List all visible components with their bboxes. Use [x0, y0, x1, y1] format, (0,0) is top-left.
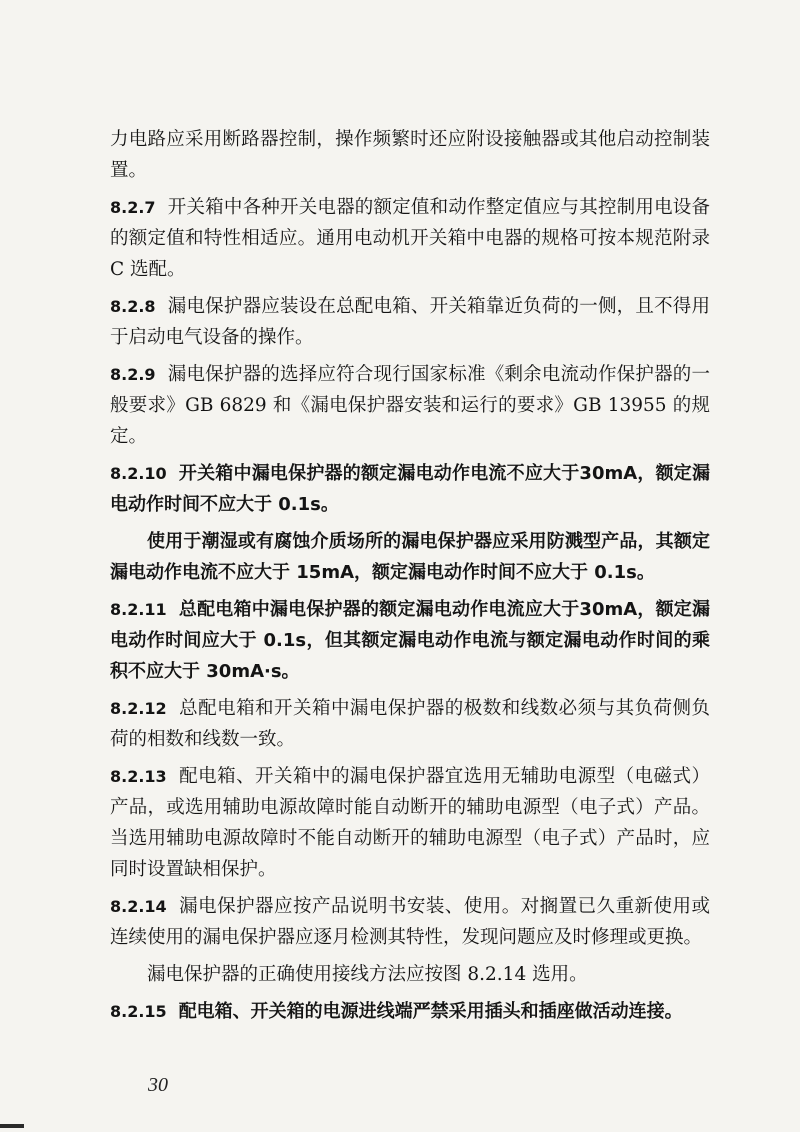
clause-number: 8.2.14 — [110, 897, 167, 916]
clause-8-2-7 — [110, 192, 710, 285]
scan-edge-mark — [0, 1124, 24, 1128]
clause-text: 配电箱、开关箱中的漏电保护器宜选用无辅助电源型（电磁式）产品，或选用辅助电源故障时能自动断开的辅助电源型（电子式）产品。当选用辅助电源故障时不能自动断开的辅助电源型（电子式）产品时，应同时设置缺相保护。 — [110, 766, 710, 880]
clause-text: 漏电保护器的正确使用接线方法应按图 8.2.14 选用。 — [147, 964, 588, 985]
clause-8-2-9 — [110, 359, 710, 452]
clause-8-2-13 — [110, 761, 710, 885]
clause-8-2-11 — [110, 594, 710, 687]
clause-8-2-10-supplement — [110, 526, 710, 588]
clause-number: 8.2.12 — [110, 699, 167, 718]
clause-text: 漏电保护器应按产品说明书安装、使用。对搁置已久重新使用或连续使用的漏电保护器应逐月检测其特性，发现问题应及时修理或更换。 — [110, 896, 710, 948]
page-number: 30 — [148, 1074, 168, 1096]
clause-text: 使用于潮湿或有腐蚀介质场所的漏电保护器应采用防溅型产品，其额定漏电动作电流不应大于 15mA，额定漏电动作时间不应大于 0.1s。 — [110, 531, 710, 583]
clause-text: 开关箱中各种开关电器的额定值和动作整定值应与其控制用电设备的额定值和特性相适应。通用电动机开关箱中电器的规格可按本规范附录 C 选配。 — [110, 197, 710, 280]
clause-text: 配电箱、开关箱的电源进线端严禁采用插头和插座做活动连接。 — [178, 1001, 683, 1022]
page-body — [110, 124, 710, 1033]
clause-number: 8.2.15 — [110, 1002, 167, 1021]
clause-8-2-12 — [110, 693, 710, 755]
clause-number: 8.2.10 — [110, 464, 167, 483]
clause-text: 总配电箱中漏电保护器的额定漏电动作电流应大于30mA，额定漏电动作时间应大于 0.1s，但其额定漏电动作电流与额定漏电动作时间的乘积不应大于 30mA·s。 — [110, 599, 710, 682]
clause-number: 8.2.7 — [110, 198, 156, 217]
clause-8-2-14-supplement — [110, 959, 710, 990]
clause-text: 总配电箱和开关箱中漏电保护器的极数和线数必须与其负荷侧负荷的相数和线数一致。 — [110, 698, 710, 750]
clause-number: 8.2.9 — [110, 365, 156, 384]
clause-8-2-14 — [110, 891, 710, 953]
clause-number: 8.2.13 — [110, 767, 167, 786]
clause-8-2-15 — [110, 996, 710, 1027]
clause-text: 开关箱中漏电保护器的额定漏电动作电流不应大于30mA，额定漏电动作时间不应大于 0.1s。 — [110, 463, 710, 515]
clause-8-2-10 — [110, 458, 710, 520]
paragraph-continued: 力电路应采用断路器控制，操作频繁时还应附设接触器或其他启动控制装置。 — [110, 129, 710, 181]
clause-8-2-8 — [110, 291, 710, 353]
clause-number: 8.2.11 — [110, 600, 167, 619]
clause-number: 8.2.8 — [110, 297, 156, 316]
clause-text: 漏电保护器应装设在总配电箱、开关箱靠近负荷的一侧，且不得用于启动电气设备的操作。 — [110, 296, 710, 348]
clause-text: 漏电保护器的选择应符合现行国家标准《剩余电流动作保护器的一般要求》GB 6829 和《漏电保护器安装和运行的要求》GB 13955 的规定。 — [110, 364, 710, 447]
